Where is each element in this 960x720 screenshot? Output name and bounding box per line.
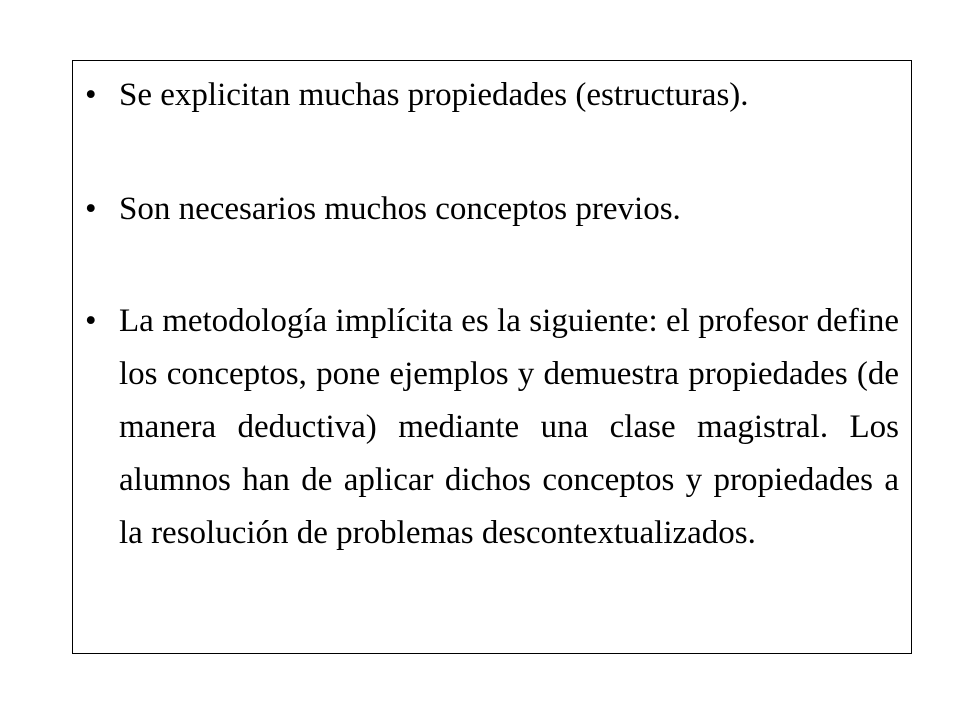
bullet-dot-icon: • (85, 191, 97, 227)
slide-frame (72, 60, 912, 654)
bullet-text: La metodología implícita es la siguiente: el profesor define los conceptos, pone ejemplos y demuestra propiedades (de manera deductiva) mediante una clase magistral. Los alumnos han de aplicar dichos conceptos y propiedades a la resolución de problemas descontextualizados. (119, 303, 899, 551)
bullet-dot-icon: • (85, 77, 97, 113)
bullet-item-methodology (85, 295, 899, 560)
bullet-item-structures (85, 69, 899, 122)
bullet-text: Se explicitan muchas propiedades (estructuras). (119, 77, 749, 113)
bullet-dot-icon: • (85, 303, 97, 339)
bullet-text: Son necesarios muchos conceptos previos. (119, 191, 681, 227)
bullet-item-prior-concepts (85, 183, 899, 236)
